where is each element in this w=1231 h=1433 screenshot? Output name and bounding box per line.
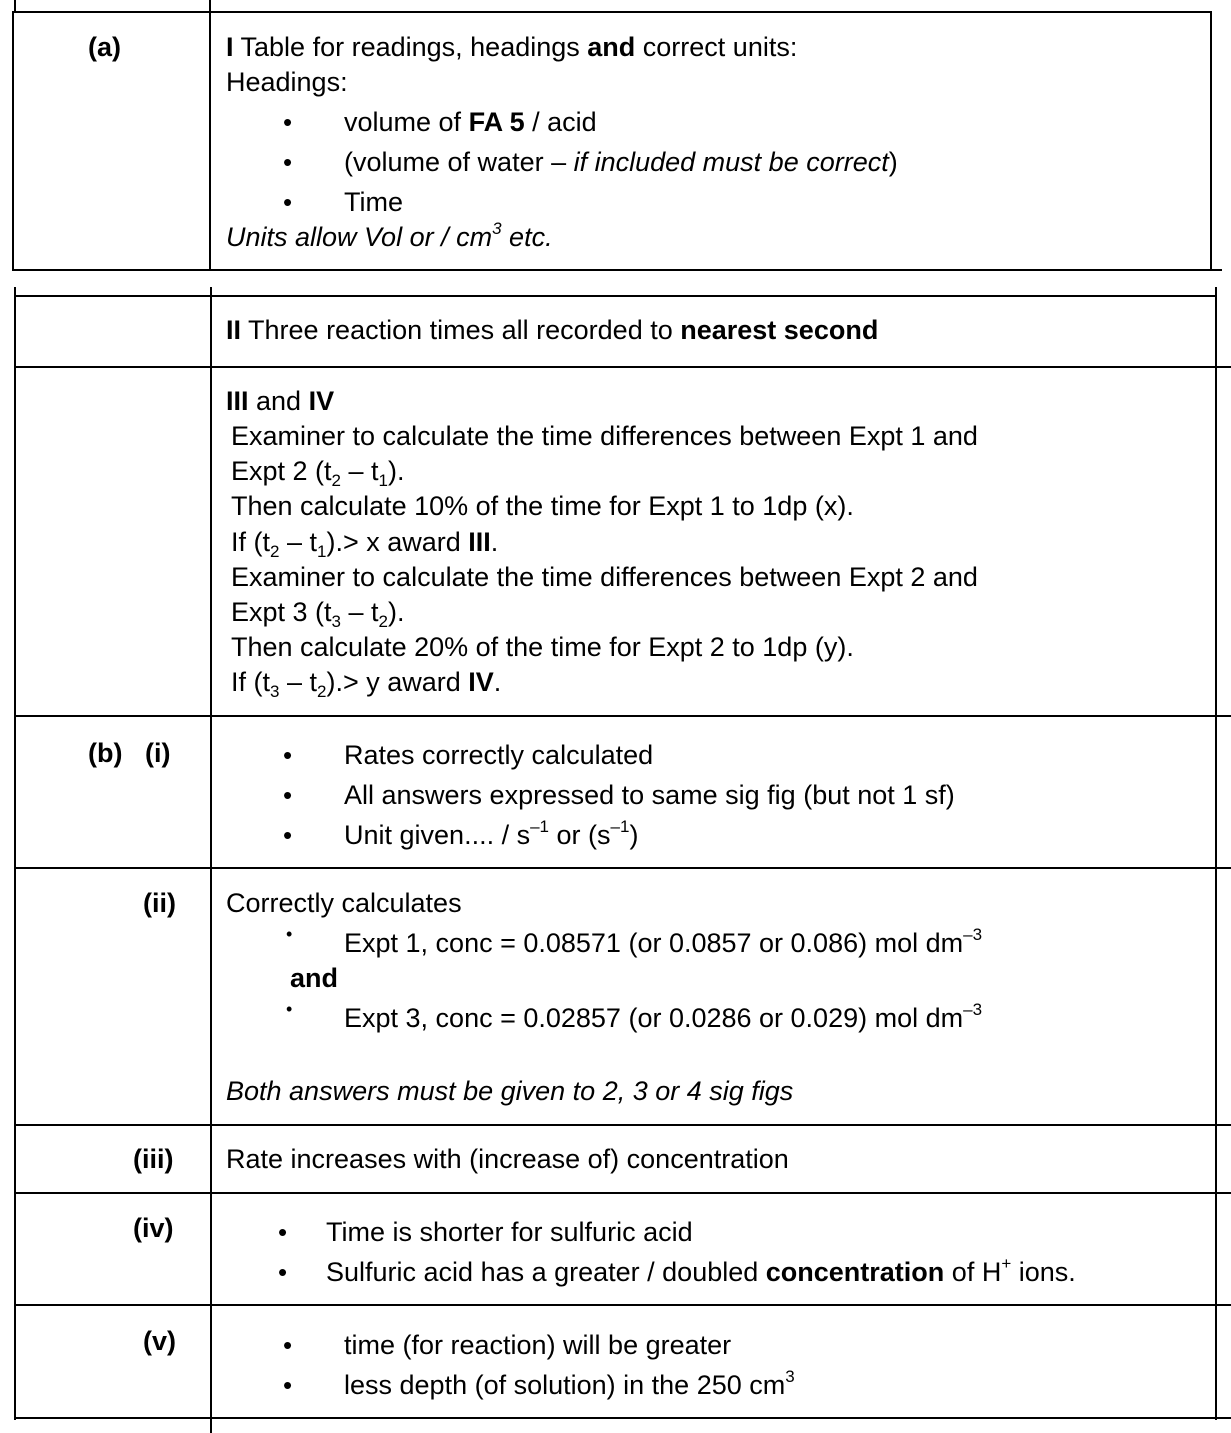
table2-bottom-border bbox=[14, 1417, 1231, 1419]
table1-right-border bbox=[1210, 11, 1212, 271]
instruction-line: If $(t_3 - t_2).> y$ award IV. bbox=[231, 667, 502, 701]
instruction-line: Expt 3 $(t_3 - t_2)$. bbox=[231, 597, 405, 631]
instruction-line: Then calculate 20% of the time for Expt 2 to 1dp (y). bbox=[231, 632, 854, 662]
table1-left-border bbox=[12, 11, 14, 271]
b-i-point-1: Rates correctly calculated bbox=[344, 740, 654, 770]
row-ii-text: II Three reaction times all recorded to nearest second bbox=[226, 315, 879, 345]
bullet-icon: • bbox=[283, 780, 293, 810]
bullet-icon: • bbox=[283, 1330, 293, 1360]
b-ii-note: Both answers must be given to 2, 3 or 4 sig figs bbox=[226, 1076, 794, 1106]
section-b-iv-label: (iv) bbox=[133, 1213, 174, 1243]
table2-left-border bbox=[14, 287, 16, 1420]
row-iii-iv-title: III and IV bbox=[226, 386, 335, 416]
bullet-icon: • bbox=[283, 187, 293, 217]
row-divider bbox=[14, 366, 1231, 368]
section-a-label: (a) bbox=[88, 32, 121, 62]
b-iv-point-2: Sulfuric acid has a greater / doubled concentration of H+ ions. bbox=[326, 1254, 1076, 1287]
bullet-icon: • bbox=[283, 147, 293, 177]
row-divider bbox=[14, 1192, 1231, 1194]
instruction-line: Expt 2 $(t_2 - t_1)$. bbox=[231, 456, 405, 490]
instruction-line: Examiner to calculate the time differences between Expt 2 and bbox=[231, 562, 978, 592]
instruction-line: Examiner to calculate the time differences between Expt 1 and bbox=[231, 421, 978, 451]
bullet-icon: • bbox=[283, 740, 293, 770]
headings-label: Headings: bbox=[226, 67, 348, 97]
section-b-v-label: (v) bbox=[143, 1326, 176, 1356]
section-a-title: I Table for readings, headings and correct units: bbox=[226, 32, 798, 62]
heading-item-time: Time bbox=[344, 187, 403, 217]
table1-mid-border bbox=[209, 11, 211, 271]
table2-top-border bbox=[14, 295, 1217, 297]
bullet-icon: • bbox=[278, 1217, 288, 1247]
section-b-iii-label: (iii) bbox=[133, 1144, 174, 1174]
b-i-point-3: Unit given.... / $s^{-1}$ or $(s^{-1})$ bbox=[344, 817, 639, 850]
b-v-point-1: time (for reaction) will be greater bbox=[344, 1330, 732, 1360]
heading-item-volume-water: (volume of water – if included must be correct) bbox=[344, 147, 898, 177]
units-note: Units allow Vol or / $cm^3$ etc. bbox=[226, 219, 553, 252]
b-ii-expt1: Expt 1, conc = 0.08571 (or 0.0857 or 0.086) mol $dm^{-3}$ bbox=[344, 925, 983, 958]
b-ii-expt3: Expt 3, conc = 0.02857 (or 0.0286 or 0.029) mol $dm^{-3}$ bbox=[344, 1000, 983, 1033]
section-b-i-label: (b) (i) bbox=[88, 738, 171, 768]
table1-top-border bbox=[12, 11, 1212, 13]
bullet-icon: • bbox=[283, 107, 293, 137]
bullet-icon: • bbox=[283, 1370, 293, 1400]
instruction-line: Then calculate 10% of the time for Expt 1 to 1dp (x). bbox=[231, 491, 854, 521]
section-b-ii-label: (ii) bbox=[143, 888, 176, 918]
b-iv-point-1: Time is shorter for sulfuric acid bbox=[326, 1217, 693, 1247]
b-ii-and: and bbox=[290, 963, 339, 993]
row-divider bbox=[14, 1124, 1231, 1126]
bullet-icon: • bbox=[286, 924, 293, 944]
instruction-line: If $(t_2 - t_1).> x$ award III. bbox=[231, 527, 499, 561]
bullet-icon: • bbox=[283, 820, 293, 850]
b-v-point-2: less depth (of solution) in the 250 $cm^3$ bbox=[344, 1367, 795, 1400]
b-i-point-2: All answers expressed to same sig fig (but not 1 sf) bbox=[344, 780, 955, 810]
row-divider bbox=[14, 715, 1231, 717]
b-iii-text: Rate increases with (increase of) concentration bbox=[226, 1144, 789, 1174]
bullet-icon: • bbox=[286, 999, 293, 1019]
table1-bottom-border bbox=[12, 269, 1222, 271]
table2-mid-border bbox=[210, 287, 212, 1433]
b-ii-intro: Correctly calculates bbox=[226, 888, 462, 918]
row-divider bbox=[14, 867, 1231, 869]
row-divider bbox=[14, 1304, 1231, 1306]
bullet-icon: • bbox=[278, 1257, 288, 1287]
heading-item-volume-acid: volume of FA 5 / acid bbox=[344, 107, 597, 137]
table2-right-border bbox=[1215, 287, 1217, 1420]
